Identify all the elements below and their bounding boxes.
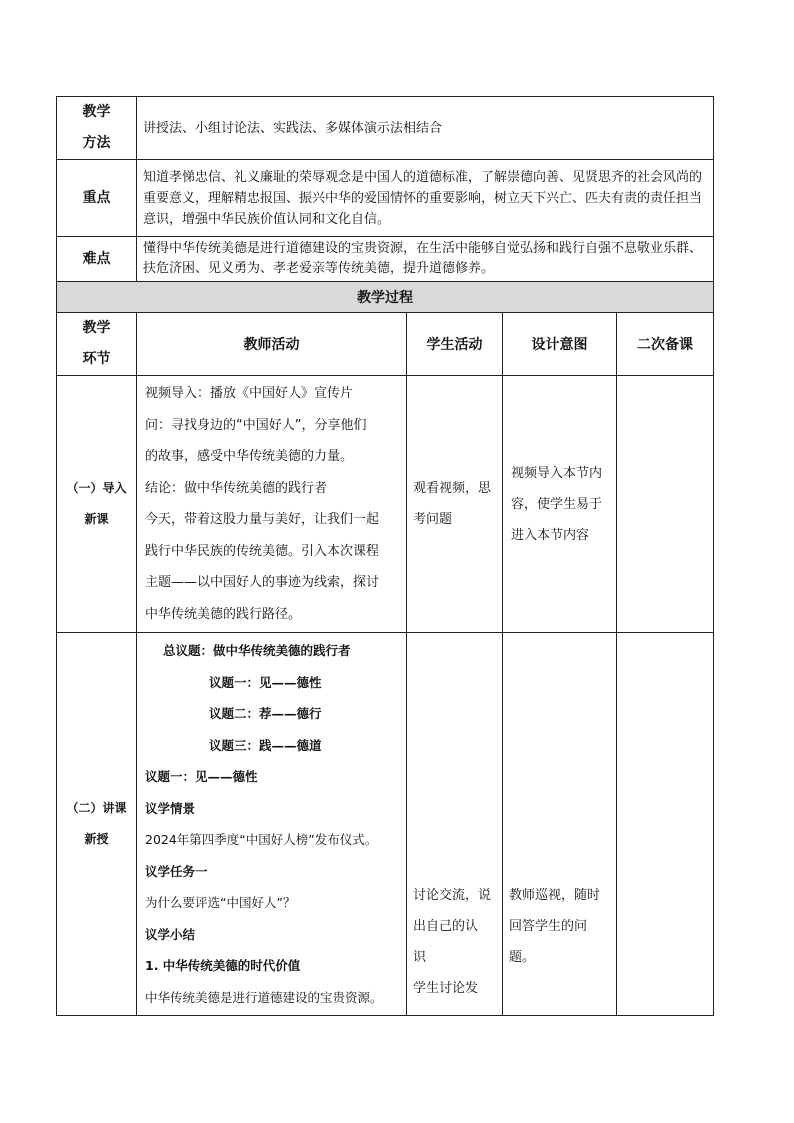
col-design-header: 设计意图 bbox=[503, 313, 617, 376]
method-text: 讲授法、小组讨论法、实践法、多媒体演示法相结合 bbox=[137, 97, 714, 160]
col-stage-header: 教学 环节 bbox=[57, 313, 137, 376]
difficulties-label: 难点 bbox=[57, 237, 137, 282]
col-student-header: 学生活动 bbox=[407, 313, 503, 376]
situation-text: 2024年第四季度“中国好人榜”发布仪式。 bbox=[145, 832, 378, 847]
teacher-line: 中华传统美德的践行路径。 bbox=[145, 606, 302, 622]
stage2-notes bbox=[617, 633, 714, 1016]
process-title: 教学过程 bbox=[57, 282, 714, 313]
method-label: 教学 方法 bbox=[57, 97, 137, 160]
teacher-line: 的故事，感受中华传统美德的力量。 bbox=[145, 449, 354, 464]
teacher-line: 主题——以中国好人的事迹为线索，探讨 bbox=[145, 575, 380, 590]
teacher-line: 问：寻找身边的“中国好人”，分享他们 bbox=[145, 417, 367, 433]
lesson-plan-table bbox=[56, 96, 714, 1016]
key-points-row bbox=[57, 160, 714, 237]
process-title-row bbox=[57, 282, 714, 313]
stage2-design: 教师巡视，随时 回答学生的问题。 bbox=[503, 633, 617, 1016]
teacher-line: 践行中华民族的传统美德。引入本次课程 bbox=[145, 543, 380, 559]
task-text: 为什么要评选“中国好人”？ bbox=[145, 895, 296, 910]
difficulties-text: 懂得中华传统美德是进行道德建设的宝贵资源，在生活中能够自觉弘扬和践行自强不息敬业乐群、扶危济困、见义勇为、孝老爱亲等传统美德，提升道德修养。 bbox=[137, 237, 714, 282]
topic1-heading: 议题一：见——德性 bbox=[145, 769, 258, 784]
summary-text: 中华传统美德是进行道德建设的宝贵资源。 bbox=[145, 989, 383, 1005]
stage1-teacher bbox=[137, 376, 407, 633]
situation-heading: 议学情景 bbox=[145, 800, 196, 816]
stage2-name: （二）讲课 新授 bbox=[57, 633, 137, 1016]
stage1-name: （一）导入 新课 bbox=[57, 376, 137, 633]
topic-item: 议题一：见——德性 bbox=[209, 674, 322, 690]
stage1-row bbox=[57, 376, 714, 633]
column-header-row bbox=[57, 313, 714, 376]
main-topic: 总议题：做中华传统美德的践行者 bbox=[163, 643, 351, 658]
key-points-label: 重点 bbox=[57, 160, 137, 237]
summary-heading: 议学小结 bbox=[145, 926, 196, 942]
stage1-student: 观看视频，思 考问题 bbox=[407, 376, 503, 633]
key-points-text: 知道孝悌忠信、礼义廉耻的荣辱观念是中国人的道德标准，了解崇德向善、见贤思齐的社会风尚的重要意义，理解精忠报国、振兴中华的爱国情怀的重要影响，树立天下兴亡、匹夫有责的责任担当意识，增强中华民族价值认同和文化自信。 bbox=[137, 160, 714, 237]
stage2-row bbox=[57, 633, 714, 1016]
col-teacher-header: 教师活动 bbox=[137, 313, 407, 376]
teacher-line: 结论：做中华传统美德的践行者 bbox=[145, 480, 328, 496]
stage2-student: 讨论交流，说 出自己的认 识 学生讨论发 bbox=[407, 633, 503, 1016]
stage1-notes bbox=[617, 376, 714, 633]
difficulties-row bbox=[57, 237, 714, 282]
topic-item: 议题三：践——德道 bbox=[209, 737, 322, 753]
task-heading: 议学任务一 bbox=[145, 863, 208, 879]
col-notes-header: 二次备课 bbox=[617, 313, 714, 376]
summary-point: 1. 中华传统美德的时代价值 bbox=[145, 958, 301, 973]
teacher-line: 今天，带着这股力量与美好，让我们一起 bbox=[145, 512, 380, 527]
stage1-design: 视频导入本节内 容，使学生易于 进入本节内容 bbox=[503, 376, 617, 633]
teacher-line: 视频导入：播放《中国好人》宣传片 bbox=[145, 386, 354, 401]
topic-item: 议题二：荐——德行 bbox=[209, 706, 322, 721]
method-row bbox=[57, 97, 714, 160]
stage2-teacher bbox=[137, 633, 407, 1016]
